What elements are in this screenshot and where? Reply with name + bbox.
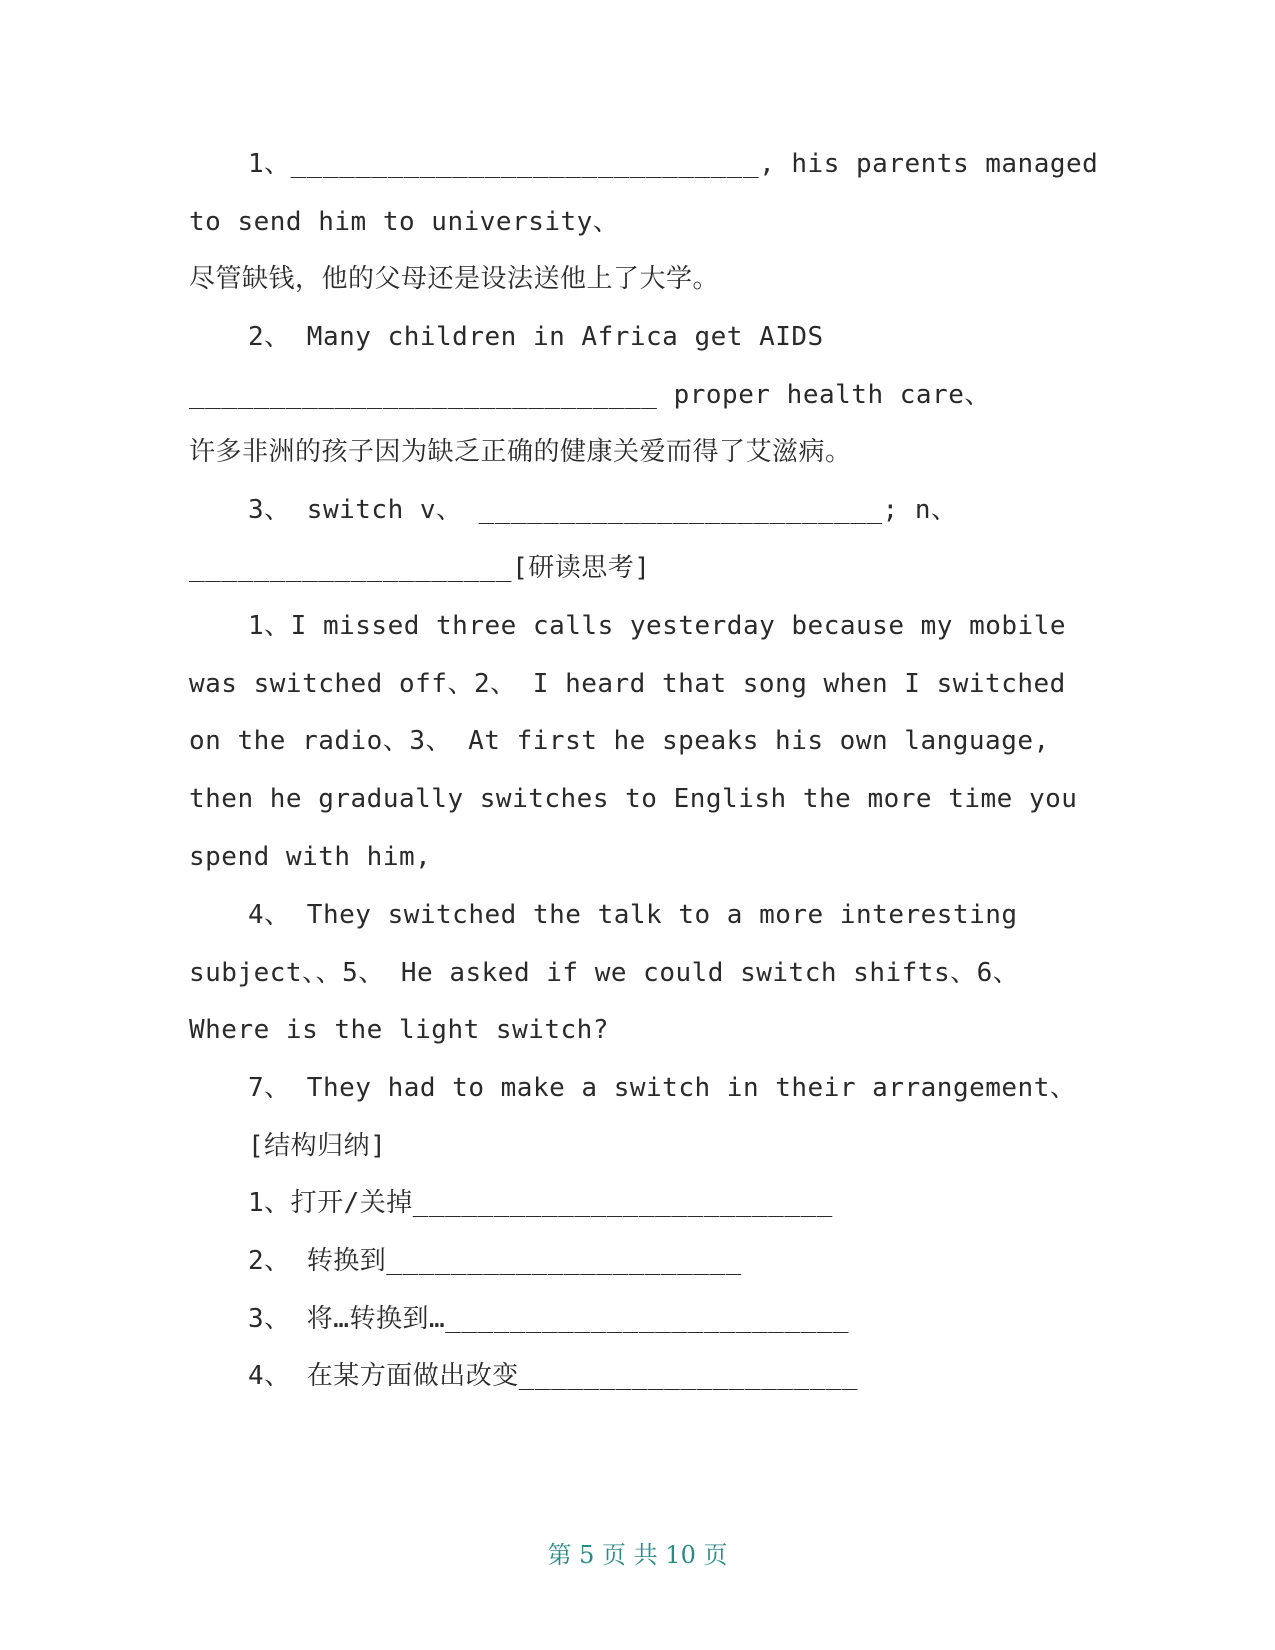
example-line-8: Where is the light switch? (189, 1015, 609, 1045)
structure-item-3: 3、 将…转换到…_________________________ (248, 1304, 849, 1334)
q3-line-2: ____________________[研读思考] (189, 553, 651, 583)
example-line-9: 7、 They had to make a switch in their arrangement、 (248, 1073, 1077, 1103)
q2-line-2: _____________________________ proper health care、 (189, 380, 991, 410)
page-number-footer: 第 5 页 共 10 页 (547, 1541, 728, 1569)
example-line-4: then he gradually switches to English the more time you (189, 784, 1078, 814)
structure-heading: [结构归纳] (248, 1131, 387, 1161)
q1-chinese: 尽管缺钱，他的父母还是设法送他上了大学。 (189, 264, 720, 294)
example-line-7: subject、、5、 He asked if we could switch shifts、6、 (189, 958, 1020, 988)
example-line-3: on the radio、3、 At first he speaks his own language, (189, 726, 1050, 756)
q3-line-1: 3、 switch v、 _________________________; n、 (248, 495, 958, 525)
q2-line-1: 2、 Many children in Africa get AIDS (248, 322, 824, 352)
structure-item-1: 1、打开/关掉__________________________ (248, 1188, 833, 1218)
example-line-6: 4、 They switched the talk to a more interesting (248, 900, 1018, 930)
q2-chinese: 许多非洲的孩子因为缺乏正确的健康关爱而得了艾滋病。 (189, 437, 852, 467)
structure-item-2: 2、 转换到______________________ (248, 1246, 742, 1276)
q1-line-1: 1、_____________________________, his parents managed (248, 149, 1099, 179)
q1-line-2: to send him to university、 (189, 207, 620, 237)
example-line-1: 1、I missed three calls yesterday because my mobile (248, 611, 1067, 641)
example-line-2: was switched off、2、 I heard that song when I switched (189, 669, 1066, 699)
structure-item-4: 4、 在某方面做出改变_____________________ (248, 1361, 859, 1391)
example-line-5: spend with him, (189, 842, 432, 872)
